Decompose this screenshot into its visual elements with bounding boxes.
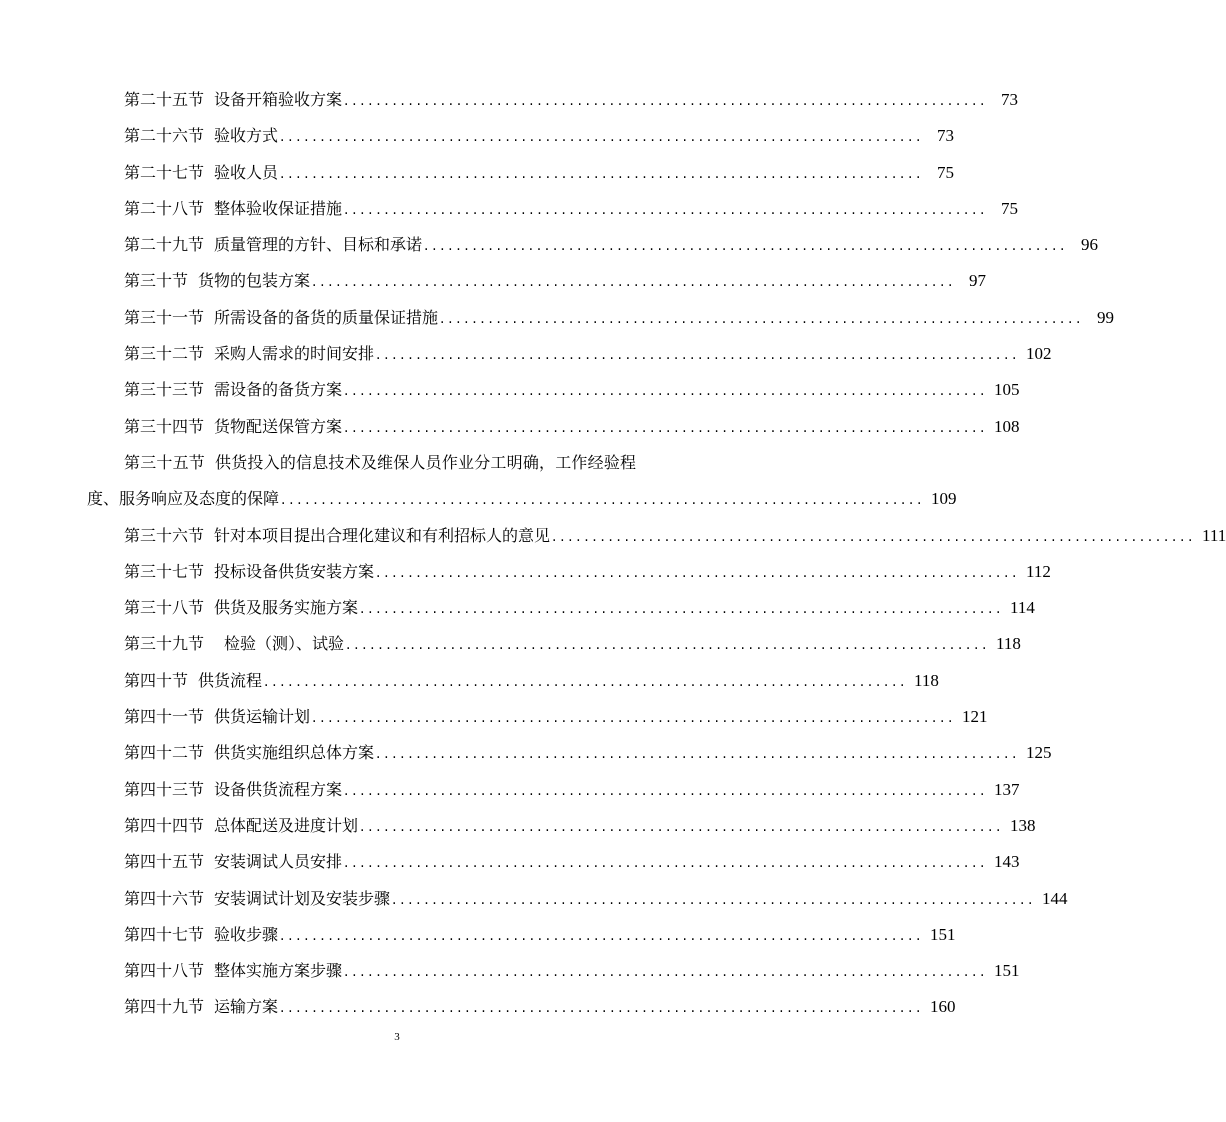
toc-entry-page: 138	[1010, 815, 1036, 835]
toc-entry-page: 108	[994, 416, 1020, 436]
toc-entry-page: 105	[994, 380, 1020, 400]
toc-leader-dots: ................................................................................	[376, 347, 1021, 364]
toc-leader-dots: ................................................................................	[346, 637, 991, 654]
toc-entry-title: 需设备的备货方案	[214, 380, 343, 400]
toc-leader-dots: ................................................................................	[344, 782, 989, 799]
toc-entry-page: 160	[930, 997, 956, 1017]
toc-entry-number: 第四十六节	[124, 888, 205, 908]
toc-entry-page: 75	[1001, 198, 1019, 218]
toc-leader-dots: ................................................................................	[360, 818, 1005, 835]
toc-entry-title: 供货流程	[198, 670, 263, 690]
toc-entry-title: 安装调试人员安排	[214, 852, 343, 872]
toc-entry-number: 第三十四节	[124, 416, 205, 436]
toc-entry[interactable]	[87, 263, 987, 299]
toc-entry[interactable]	[87, 663, 939, 699]
toc-leader-dots: ................................................................................	[344, 383, 989, 400]
toc-entry[interactable]	[87, 699, 988, 735]
toc-entry-page: 99	[1097, 307, 1115, 327]
toc-leader-dots: ................................................................................	[264, 673, 909, 690]
toc-entry-number: 第三十二节	[124, 344, 205, 364]
toc-entry-page: 114	[1010, 598, 1035, 618]
toc-entry-title: 设备供货流程方案	[214, 779, 343, 799]
toc-entry-number: 第二十五节	[124, 90, 205, 109]
toc-entry-number: 第二十六节	[124, 126, 205, 146]
toc-leader-dots: ................................................................................	[344, 201, 989, 218]
toc-entry[interactable]	[87, 881, 1068, 917]
toc-leader-dots: ................................................................................	[344, 419, 989, 436]
toc-leader-dots: ................................................................................	[312, 274, 957, 291]
toc-entry[interactable]	[87, 989, 956, 1025]
toc-leader-dots: ................................................................................	[344, 93, 989, 109]
toc-entry-page: 102	[1026, 344, 1052, 364]
toc-entry-number: 第三十八节	[124, 598, 205, 618]
toc-entry[interactable]	[87, 953, 1020, 989]
toc-leader-dots: ................................................................................	[312, 710, 957, 727]
toc-entry-page: 73	[1001, 90, 1019, 109]
toc-entry[interactable]	[87, 155, 955, 191]
toc-entry-number: 第四十节	[124, 670, 189, 690]
toc-entry[interactable]	[87, 844, 1020, 880]
toc-leader-dots: ................................................................................	[424, 238, 1069, 255]
toc-entry[interactable]	[87, 772, 1020, 808]
toc-entry-number: 第三十九节	[124, 634, 205, 654]
toc-entry-page: 75	[937, 162, 955, 182]
toc-entry-title: 货物配送保管方案	[214, 416, 343, 436]
toc-entry[interactable]	[87, 409, 1020, 445]
toc-entry[interactable]	[87, 227, 1099, 263]
toc-entry-page: 151	[930, 924, 956, 944]
toc-entry[interactable]	[87, 82, 1019, 118]
toc-entry-page: 118	[996, 634, 1021, 654]
toc-entry-continuation[interactable]	[87, 481, 957, 517]
toc-entry-page: 118	[914, 670, 939, 690]
toc-entry-number: 第四十八节	[124, 961, 205, 981]
toc-entry-number: 第三十节	[124, 271, 189, 291]
toc-entry[interactable]	[87, 626, 1021, 662]
toc-entry-title: 检验（测）、试验	[224, 634, 345, 654]
toc-entry[interactable]	[87, 554, 1051, 590]
toc-entry-number: 第四十五节	[124, 852, 205, 872]
toc-entry[interactable]	[87, 191, 1019, 227]
toc-entry-title: 投标设备供货安装方案	[214, 561, 375, 581]
toc-entry-number: 第四十三节	[124, 779, 205, 799]
toc-leader-dots: ................................................................................	[552, 528, 1197, 545]
toc-entry-title: 验收人员	[214, 162, 279, 182]
toc-entry[interactable]	[87, 808, 1036, 844]
toc-leader-dots: ................................................................................	[281, 492, 926, 509]
toc-entry[interactable]	[87, 917, 956, 953]
toc-entry-page: 144	[1042, 888, 1068, 908]
toc-entry-title: 供货运输计划	[214, 707, 311, 727]
toc-entry-number: 第二十七节	[124, 162, 205, 182]
toc-entry-title: 质量管理的方针、目标和承诺	[214, 235, 423, 255]
toc-entry-title: 验收步骤	[214, 924, 279, 944]
toc-entry-title-continued: 度、服务响应及态度的保障	[87, 489, 280, 509]
toc-leader-dots: ................................................................................	[280, 1000, 925, 1017]
toc-entry[interactable]	[87, 735, 1052, 771]
toc-entry-title: 安装调试计划及安装步骤	[214, 888, 391, 908]
toc-leader-dots: ................................................................................	[392, 891, 1037, 908]
toc-entry-title: 供货及服务实施方案	[214, 598, 359, 618]
toc-entry-number: 第四十一节	[124, 707, 205, 727]
toc-entry-page: 112	[1026, 561, 1051, 581]
toc-entry-title: 供货投入的信息技术及维保人员作业分工明确，工作经验程	[215, 452, 637, 472]
toc-leader-dots: ................................................................................	[440, 310, 1085, 327]
toc-entry[interactable]	[87, 518, 1226, 554]
toc-leader-dots: ................................................................................	[376, 564, 1021, 581]
page-number: 3	[394, 1031, 400, 1043]
toc-entry-title: 运输方案	[214, 997, 279, 1017]
toc-entry[interactable]	[87, 372, 1020, 408]
toc-leader-dots: ................................................................................	[280, 165, 925, 182]
toc-entry-title: 供货实施组织总体方案	[214, 743, 375, 763]
toc-entry-number: 第三十一节	[124, 307, 205, 327]
toc-entry[interactable]	[87, 300, 1115, 336]
toc-entry-page: 125	[1026, 743, 1052, 763]
toc-entry-title: 整体验收保证措施	[214, 198, 343, 218]
toc-entry-page: 96	[1081, 235, 1099, 255]
toc-entry-number: 第四十四节	[124, 815, 205, 835]
toc-entry-title: 设备开箱验收方案	[214, 90, 343, 109]
toc-entry-page: 109	[931, 489, 957, 509]
toc-entry-title: 总体配送及进度计划	[214, 815, 359, 835]
toc-leader-dots: ................................................................................	[280, 129, 925, 146]
toc-entry-number: 第三十五节	[124, 452, 206, 472]
toc-entry[interactable]	[87, 336, 1052, 372]
toc-entry-title: 采购人需求的时间安排	[214, 344, 375, 364]
toc-leader-dots: ................................................................................	[344, 855, 989, 872]
toc-entry-number: 第三十六节	[124, 525, 205, 545]
toc-leader-dots: ................................................................................	[344, 964, 989, 981]
table-of-contents	[87, 82, 1226, 1026]
toc-entry-page: 137	[994, 779, 1020, 799]
toc-entry-title: 所需设备的备货的质量保证措施	[214, 307, 439, 327]
toc-entry-page: 143	[994, 852, 1020, 872]
toc-entry-number: 第四十二节	[124, 743, 205, 763]
toc-entry-title: 货物的包装方案	[198, 271, 311, 291]
toc-entry-number: 第三十三节	[124, 380, 205, 400]
toc-entry-number: 第四十七节	[124, 924, 205, 944]
toc-entry-page: 97	[969, 271, 987, 291]
toc-entry-number: 第二十八节	[124, 198, 205, 218]
toc-entry[interactable]	[87, 445, 707, 481]
toc-entry-title: 验收方式	[214, 126, 279, 146]
toc-entry-title: 整体实施方案步骤	[214, 961, 343, 981]
toc-entry-page: 151	[994, 961, 1020, 981]
toc-entry[interactable]	[87, 118, 955, 154]
toc-entry-page: 73	[937, 126, 955, 146]
toc-entry-title: 针对本项目提出合理化建议和有利招标人的意见	[214, 525, 551, 545]
toc-leader-dots: ................................................................................	[376, 746, 1021, 763]
toc-entry-page: 111	[1202, 525, 1226, 545]
toc-entry-number: 第四十九节	[124, 997, 205, 1017]
toc-entry-number: 第三十七节	[124, 561, 205, 581]
toc-entry-number: 第二十九节	[124, 235, 205, 255]
toc-leader-dots: ................................................................................	[360, 601, 1005, 618]
toc-entry[interactable]	[87, 590, 1035, 626]
toc-entry-page: 121	[962, 707, 988, 727]
toc-leader-dots: ................................................................................	[280, 927, 925, 944]
